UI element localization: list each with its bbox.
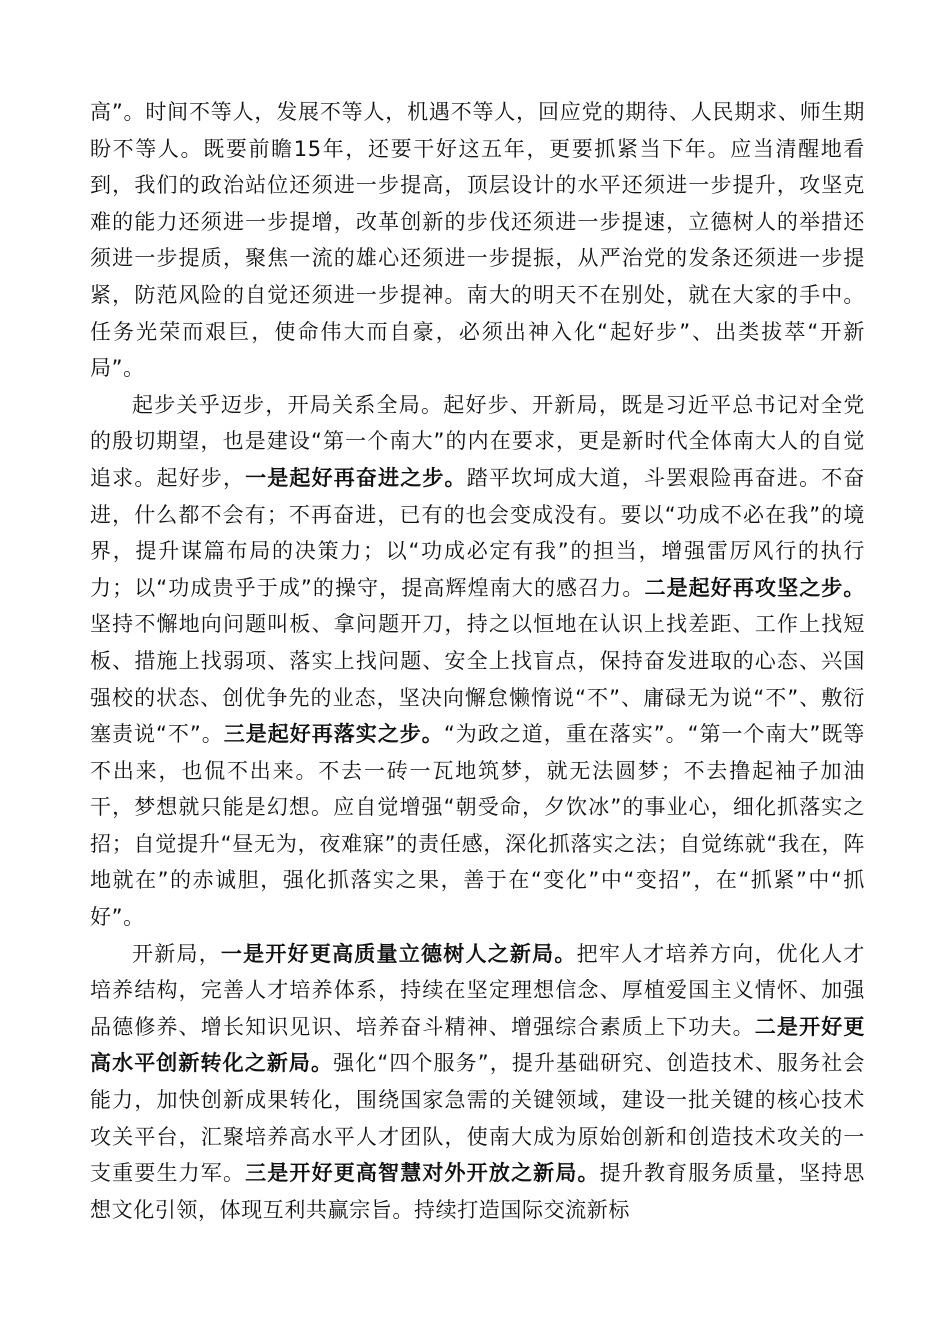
paragraph-1	[90, 94, 865, 387]
text-segment: 高”。时间不等人，发展不等人，机遇不等人，回应党的期待、人民期求、师生期盼不等人。既要前瞻15年，还要干好这五年，更要抓紧当下年。应当清醒地看到，我们的政治站位还须进一步提高，顶层设计的水平还须进一步提升，攻坚克难的能力还须进一步提增，改革创新的步伐还须进一步提速，立德树人的举措还须进一步提质，聚焦一流的雄心还须进一步提振，从严治党的发条还须进一步提紧，防范风险的自觉还须进一步提神。南大的明天不在别处，就在大家的手中。任务光荣而艰巨，使命伟大而自豪，必须出神入化“起好步”、出类拔萃“开新局”。	[90, 100, 865, 381]
document-body	[90, 94, 865, 1228]
bold-heading: 二是开好更高水平创新转化之新局。	[90, 1014, 866, 1076]
text-segment: 坚持不懈地向问题叫板、拿问题开刀，持之以恒地在认识上找差距、工作上找短板、措施上找弱项、落实上找问题、安全上找盲点，保持奋发进取的心态、兴国强校的状态、创优争先的业态，坚决向懈怠懒惰说“不”、庸碌无为说“不”、敷衍塞责说“不”。	[90, 612, 865, 747]
text-segment: 起步关乎迈步，开局关系全局。起好步、开新局，既是习近平总书记对全党的殷切期望，也是建设“第一个南大”的内在要求，更是新时代全体南大人的自觉追求。起好步，	[90, 392, 865, 490]
bold-heading: 一是开好更高质量立德树人之新局。	[220, 941, 577, 966]
paragraph-2	[90, 387, 865, 936]
paragraph-3	[90, 936, 865, 1229]
text-segment: 踏平坎坷成大道，斗罢艰险再奋进。不奋进，什么都不会有；不再奋进，已有的也会变成没有。要以“功成不必在我”的境界，提升谋篇布局的决策力；以“功成必定有我”的担当，增强雷厉风行的执行力；以“功成贵乎于成”的操守，提高辉煌南大的感召力。	[90, 465, 865, 600]
text-segment: 强化“四个服务”，提升基础研究、创造技术、服务社会能力，加快创新成果转化，围绕国家急需的关键领域，建设一批关键的核心技术攻关平台，汇聚培养高水平人才团队，使南大成为原始创新和创造技术攻关的一支重要生力军。	[90, 1051, 865, 1186]
text-segment: 提升教育服务质量，坚持思想文化引领，体现互利共赢宗旨。持续打造国际交流新标	[90, 1161, 865, 1222]
bold-heading: 三是开好更高智慧对外开放之新局。	[245, 1161, 600, 1186]
bold-heading: 一是起好再奋进之步。	[245, 465, 467, 490]
text-segment: 开新局，	[132, 941, 221, 966]
bold-heading: 三是起好再落实之步。	[223, 722, 444, 747]
bold-heading: 二是起好再攻坚之步。	[644, 575, 866, 600]
text-segment: 把牢人才培养方向，优化人才培养结构，完善人才培养体系，持续在坚定理想信念、厚植爱国主义情怀、加强品德修养、增长知识见识、培养奋斗精神、增强综合素质上下功夫。	[90, 941, 865, 1039]
text-segment: “为政之道，重在落实”。“第一个南大”既等不出来，也侃不出来。不去一砖一瓦地筑梦，就无法圆梦；不去撸起袖子加油干，梦想就只能是幻想。应自觉增强“朝受命，夕饮冰”的事业心，细化抓落实之招；自觉提升“昼无为，夜难寐”的责任感，深化抓落实之法；自觉练就“我在，阵地就在”的赤诚胆，强化抓落实之果，善于在“变化”中“变招”，在“抓紧”中“抓好”。	[90, 722, 865, 930]
